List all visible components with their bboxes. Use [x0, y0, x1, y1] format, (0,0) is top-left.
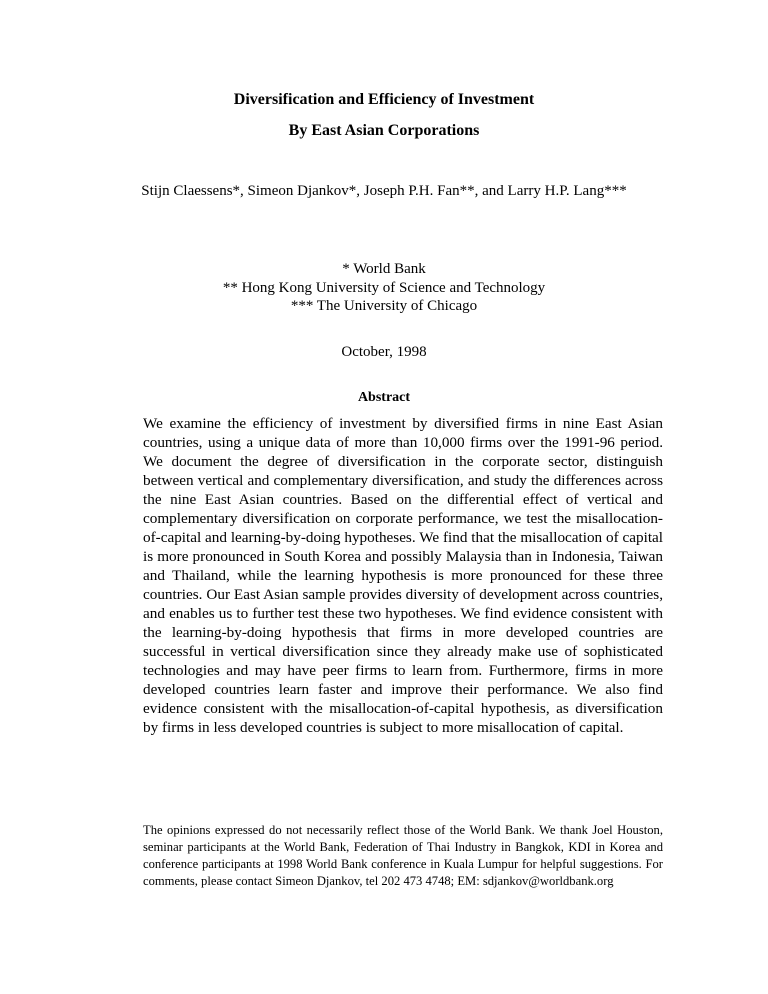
author-list: Stijn Claessens*, Simeon Djankov*, Joseph P.H. Fan**, and Larry H.P. Lang*** — [141, 183, 627, 199]
affiliation-world-bank: * World Bank — [342, 261, 426, 277]
affiliation-uchicago: *** The University of Chicago — [290, 298, 478, 314]
paper-title-line-1: Diversification and Efficiency of Investment — [233, 91, 535, 108]
footnote-text: The opinions expressed do not necessarily reflect those of the World Bank. We thank Joel Houston, seminar participants at the World Bank, Federation of Thai Industry in Bangkok, KDI in Korea and conference participants at 1998 World Bank conference in Kuala Lumpur for helpful suggestions. For comments, please contact Simeon Djankov, tel 202 473 4748; EM: sdjankov@worldbank.org — [143, 823, 663, 888]
affiliation-hkust: ** Hong Kong University of Science and Technology — [222, 280, 546, 296]
paper-date: October, 1998 — [341, 344, 427, 360]
abstract-heading: Abstract — [357, 390, 411, 405]
paper-title-line-2: By East Asian Corporations — [288, 122, 480, 139]
abstract-text: We examine the efficiency of investment by diversified firms in nine East Asian countries, using a unique data of more than 10,000 firms over the 1991-96 period. We document the degree of diversification in the corporate sector, distinguish between vertical and complementary diversification, and study the differences across the nine East Asian countries. Based on the differential effect of vertical and complementary diversification on corporate performance, we test the misallocation-of-capital and learning-by-doing hypotheses. We find that the misallocation of capital is more pronounced in South Korea and possibly Malaysia than in Indonesia, Taiwan and Thailand, while the learning hypothesis is more pronounced for these three countries. Our East Asian sample provides diversity of development across countries, and enables us to further test these two hypotheses. We find evidence consistent with the learning-by-doing hypothesis that firms in more developed countries are successful in vertical diversification since they already make use of sophisticated technologies and may have peer firms to learn from. Furthermore, firms in more developed countries learn faster and improve their performance. We also find evidence consistent with the misallocation-of-capital hypothesis, as diversification by firms in less developed countries is subject to more misallocation of capital. — [143, 415, 663, 736]
